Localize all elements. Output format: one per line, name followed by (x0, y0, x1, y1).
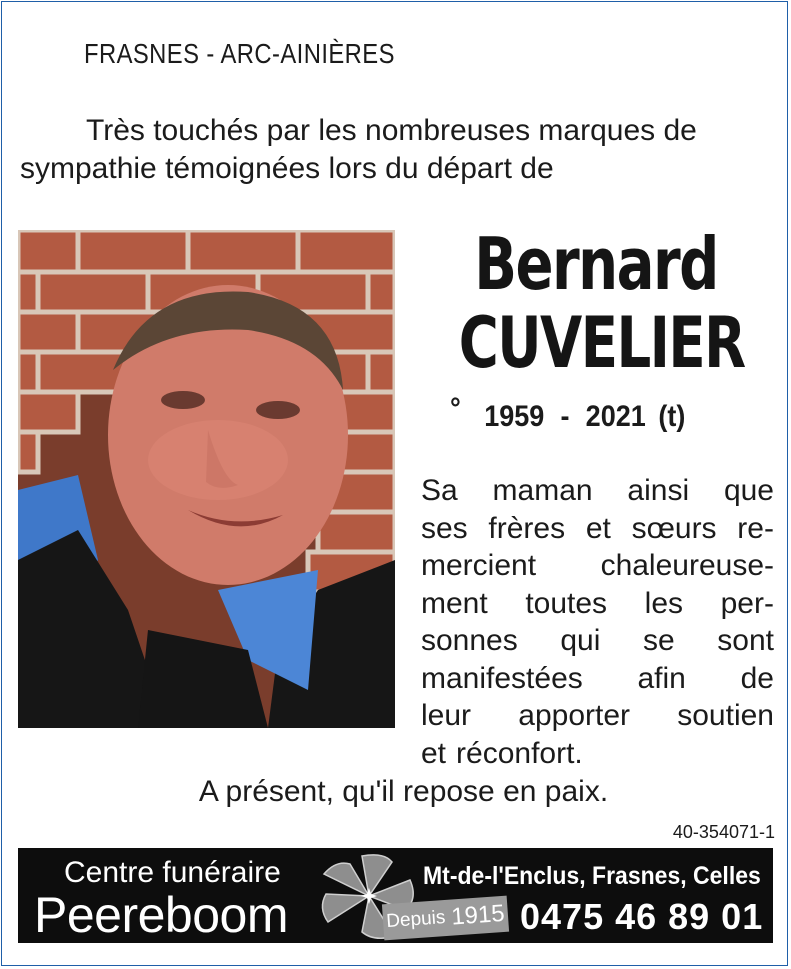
message-word: se (642, 624, 675, 657)
intro-paragraph (20, 112, 780, 188)
message-word: qui (560, 624, 601, 657)
birth-year: 1959 (484, 400, 545, 433)
message-word: réconfort. (456, 736, 583, 770)
message-word: leur (421, 699, 472, 732)
message-line (421, 735, 774, 773)
banner-phone: 0475 46 89 01 (520, 896, 764, 937)
message-word: re- (737, 511, 774, 545)
message-word: sonnes (421, 624, 518, 657)
message-word: ainsi (627, 474, 690, 507)
date-separator: - (560, 400, 570, 433)
place-heading: FRASNES - ARC-AINIÈRES (84, 38, 395, 69)
banner-locations: Mt-de-l'Enclus, Frasnes, Celles (423, 862, 761, 890)
message-word: chaleureuse- (600, 549, 774, 582)
intro-line-1: Très touchés par les nombreuses marques de (86, 114, 697, 147)
portrait-photo-icon (18, 230, 395, 728)
banner-company-name: Peereboom (34, 887, 288, 943)
message-paragraph (421, 472, 774, 772)
last-name: CUVELIER (458, 302, 745, 384)
message-line (421, 660, 774, 698)
message-word: afin (637, 661, 686, 695)
portrait-photo (18, 230, 395, 728)
first-name: Bernard (474, 222, 718, 306)
message-word: manifestées (421, 661, 583, 695)
depuis-badge (382, 896, 509, 941)
closing-text: A présent, qu'il repose en paix. (198, 775, 609, 808)
message-word: per- (720, 586, 774, 620)
death-year: 2021 (585, 400, 646, 433)
message-word: toutes (525, 586, 608, 620)
message-word: sœurs (631, 511, 717, 545)
intro-line-2: sympathie témoignées lors du départ de (20, 152, 554, 185)
death-symbol: (t) (658, 400, 686, 433)
message-word: de (740, 661, 774, 695)
message-word: ses (421, 511, 468, 545)
message-word: que (723, 474, 774, 507)
funeral-home-banner (18, 848, 773, 943)
life-dates (450, 392, 720, 434)
message-word: ment (421, 586, 488, 620)
message-word: les (644, 586, 684, 620)
message-word: maman (492, 474, 593, 507)
message-word: et (585, 511, 611, 545)
banner-centre-label: Centre funéraire (64, 856, 281, 889)
message-line (421, 585, 774, 623)
message-line (421, 547, 774, 585)
message-word: mercient (421, 549, 537, 582)
message-word: et (421, 736, 447, 770)
message-word: sont (717, 624, 774, 657)
message-line (421, 697, 774, 735)
depuis-label: Depuis (385, 907, 447, 933)
message-line (421, 510, 774, 548)
message-word: frères (488, 511, 566, 545)
birth-symbol: ° (450, 392, 461, 425)
message-word: soutien (677, 699, 774, 732)
message-word: apporter (518, 699, 631, 732)
message-line (421, 622, 774, 660)
message-word: Sa (421, 474, 458, 507)
reference-number: 40-354071-1 (672, 822, 775, 842)
depuis-year: 1915 (450, 899, 506, 931)
closing-line (0, 775, 791, 809)
message-line (421, 472, 774, 510)
